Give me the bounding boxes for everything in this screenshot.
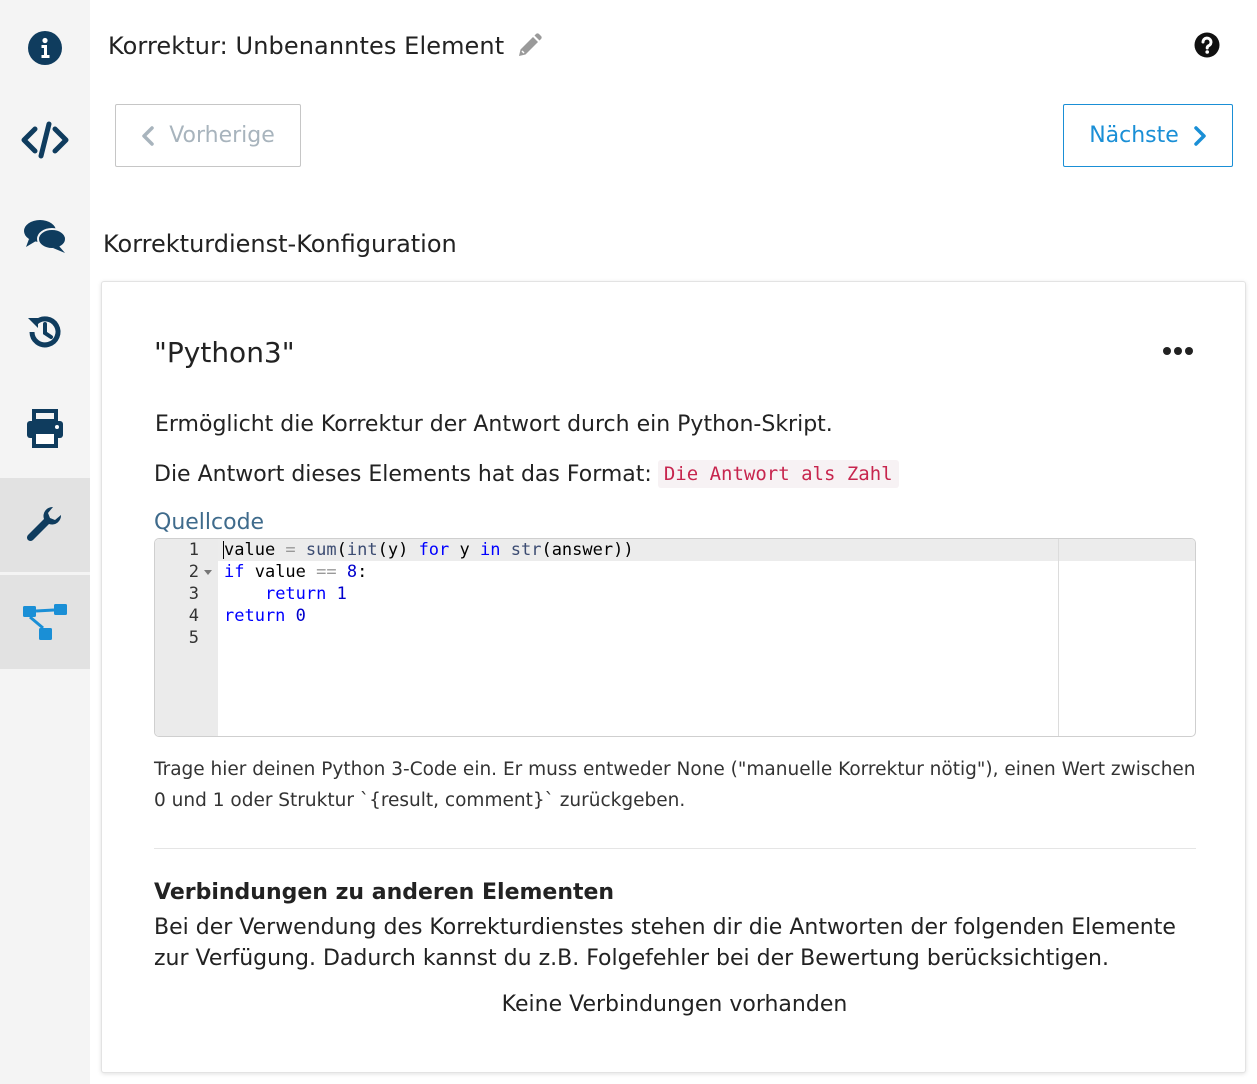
sidebar-item-connections[interactable] bbox=[0, 575, 90, 669]
fold-toggle-icon[interactable] bbox=[204, 570, 212, 575]
divider bbox=[154, 848, 1196, 849]
line-number: 4 bbox=[188, 606, 199, 626]
code-help-text: Trage hier deinen Python 3-Code ein. Er muss entweder None ("manuelle Korrektur nötig"), einen Wert zwischen 0 und 1 oder Struktur `{result, comment}` zurückgeben. bbox=[154, 759, 1196, 811]
pencil-icon bbox=[516, 33, 542, 59]
sidebar-item-comments[interactable] bbox=[0, 188, 90, 284]
page-title: Korrektur: Unbenanntes Element bbox=[108, 32, 505, 60]
page-header bbox=[108, 28, 542, 64]
connections-description: Bei der Verwendung des Korrekturdienstes stehen dir die Antworten der folgenden Elemente zur Verfügung. Dadurch kannst du z.B. Folgefehler bei der Bewertung berücksichtigen. bbox=[154, 915, 1176, 971]
chevron-left-icon bbox=[141, 125, 155, 147]
sitemap-icon bbox=[21, 602, 69, 642]
code-line[interactable]: return 0 bbox=[224, 606, 306, 626]
code-icon bbox=[21, 120, 69, 160]
grader-config-card bbox=[101, 281, 1246, 1073]
format-row bbox=[154, 460, 899, 488]
grader-description: Ermöglicht die Korrektur der Antwort durch ein Python-Skript. bbox=[155, 412, 833, 437]
print-icon bbox=[25, 408, 65, 448]
help-button[interactable] bbox=[1194, 32, 1220, 58]
section-heading: Korrekturdienst-Konfiguration bbox=[103, 230, 457, 258]
chevron-right-icon bbox=[1193, 125, 1207, 147]
sidebar-item-history[interactable] bbox=[0, 284, 90, 380]
sidebar-item-settings[interactable] bbox=[0, 478, 90, 572]
format-value: Die Antwort als Zahl bbox=[658, 460, 899, 488]
line-number: 2 bbox=[188, 562, 199, 582]
info-icon bbox=[27, 30, 63, 66]
ellipsis-icon bbox=[1163, 347, 1171, 355]
code-line[interactable]: value = sum(int(y) for y in str(answer)) bbox=[224, 540, 634, 560]
line-number: 5 bbox=[188, 628, 199, 648]
previous-button[interactable] bbox=[115, 104, 301, 167]
history-icon bbox=[25, 312, 65, 352]
edit-title-button[interactable] bbox=[516, 33, 542, 59]
sidebar-item-info[interactable] bbox=[0, 0, 90, 96]
question-circle-icon bbox=[1194, 32, 1220, 58]
sidebar-item-code[interactable] bbox=[0, 92, 90, 188]
code-editor[interactable] bbox=[154, 538, 1196, 737]
code-line[interactable]: if value == 8: bbox=[224, 562, 368, 582]
wrench-icon bbox=[25, 505, 65, 545]
no-connections-text: Keine Verbindungen vorhanden bbox=[501, 992, 848, 1017]
comments-icon bbox=[23, 217, 67, 255]
more-options-button[interactable] bbox=[1163, 347, 1193, 355]
previous-button-label: Vorherige bbox=[169, 123, 275, 148]
format-label: Die Antwort dieses Elements hat das Format: bbox=[154, 461, 652, 487]
line-number: 3 bbox=[188, 584, 199, 604]
source-code-label: Quellcode bbox=[154, 510, 265, 535]
sidebar bbox=[0, 0, 90, 1084]
line-number: 1 bbox=[188, 540, 199, 560]
connections-title: Verbindungen zu anderen Elementen bbox=[154, 880, 615, 905]
sidebar-item-print[interactable] bbox=[0, 380, 90, 476]
code-line[interactable]: return 1 bbox=[264, 584, 347, 604]
next-button[interactable] bbox=[1063, 104, 1233, 167]
grader-title: "Python3" bbox=[154, 336, 295, 369]
next-button-label: Nächste bbox=[1089, 123, 1179, 148]
print-margin bbox=[1058, 539, 1059, 736]
